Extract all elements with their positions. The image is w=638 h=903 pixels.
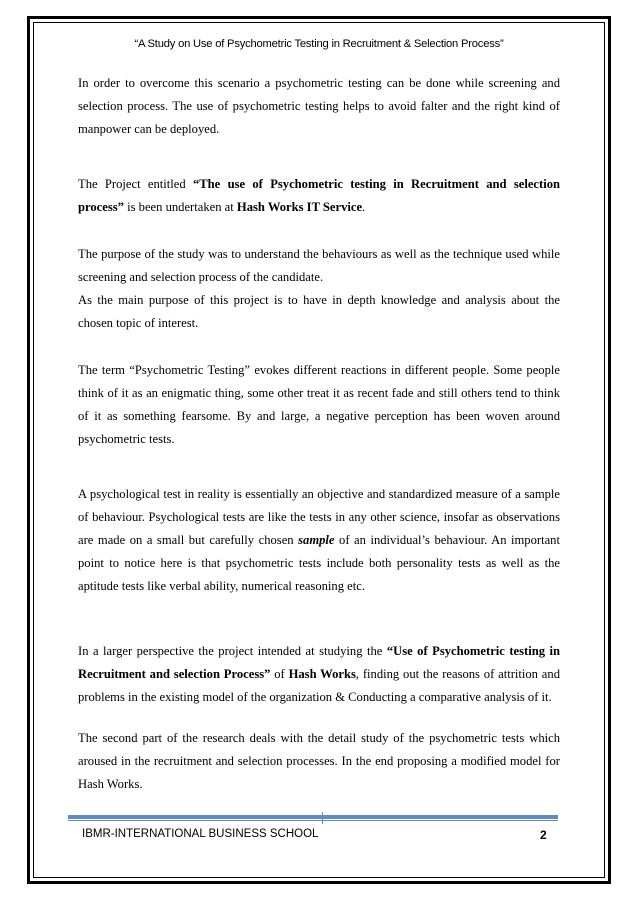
paragraph-purpose-of-study: The purpose of the study was to understand the behaviours as well as the technique used while screening and selection process of the candidate.: [78, 247, 560, 284]
footer-rule-mark: [322, 812, 323, 824]
paragraph-project-entitled: [78, 173, 560, 219]
paragraph-second-part: The second part of the research deals with the detail study of the psychometric tests which aroused in the recruitment and selection processes. In the end proposing a modified model for Hash Works.: [78, 731, 560, 791]
sample-emphasis: sample: [298, 533, 335, 547]
text-segment: A psychological test in reality is essentially an objective and standardized measure of a sample of behaviour. Psychological tests are like the tests in any other science, insofar as observations are made on a small but carefully chosen: [78, 487, 560, 547]
footer-rule: [68, 815, 558, 819]
page-header-title: “A Study on Use of Psychometric Testing in Recruitment & Selection Process”: [134, 38, 504, 50]
paragraph-larger-perspective: [78, 640, 560, 709]
paragraph-term-psychometric-testing: The term “Psychometric Testing” evokes different reactions in different people. Some people think of it as an enigmatic thing, some other treat it as recent fade and still others tend to think of it as something fearsome. By and large, a negative perception has been woven around psychometric tests.: [78, 363, 560, 446]
footer-school-name: IBMR-INTERNATIONAL BUSINESS SCHOOL: [82, 828, 319, 840]
text-segment: The Project entitled: [78, 177, 193, 191]
study-title-bold: “Use of Psychometric testing in Recruitment and selection Process”: [78, 644, 560, 681]
paragraph-overcome-scenario: In order to overcome this scenario a psychometric testing can be done while screening and selection process. The use of psychometric testing helps to avoid falter and the right kind of manpower can be deployed.: [78, 76, 560, 136]
text-segment: of: [270, 667, 289, 681]
project-title-bold: “The use of Psychometric testing in Recruitment and selection process”: [78, 177, 560, 214]
text-segment: In a larger perspective the project intended at studying the: [78, 644, 387, 658]
text-segment: is been undertaken at: [123, 200, 237, 214]
footer-rule-thin: [68, 820, 558, 821]
paragraph-main-purpose: As the main purpose of this project is to have in depth knowledge and analysis about the chosen topic of interest.: [78, 293, 560, 330]
text-segment: , finding out the reasons of attrition and problems in the existing model of the organization & Conducting a comparative analysis of it.: [78, 667, 560, 704]
text-segment: .: [362, 200, 366, 214]
text-segment: of an individual’s behaviour. An important point to notice here is that psychometric tests include both personality tests as well as the aptitude tests like verbal ability, numerical reasoning etc.: [78, 533, 560, 593]
footer-page-number: 2: [540, 828, 547, 842]
company-name-bold: Hash Works: [288, 667, 356, 681]
company-name-bold: Hash Works IT Service: [236, 200, 363, 214]
paragraph-psychological-test: [78, 483, 560, 598]
document-body: [78, 72, 560, 796]
